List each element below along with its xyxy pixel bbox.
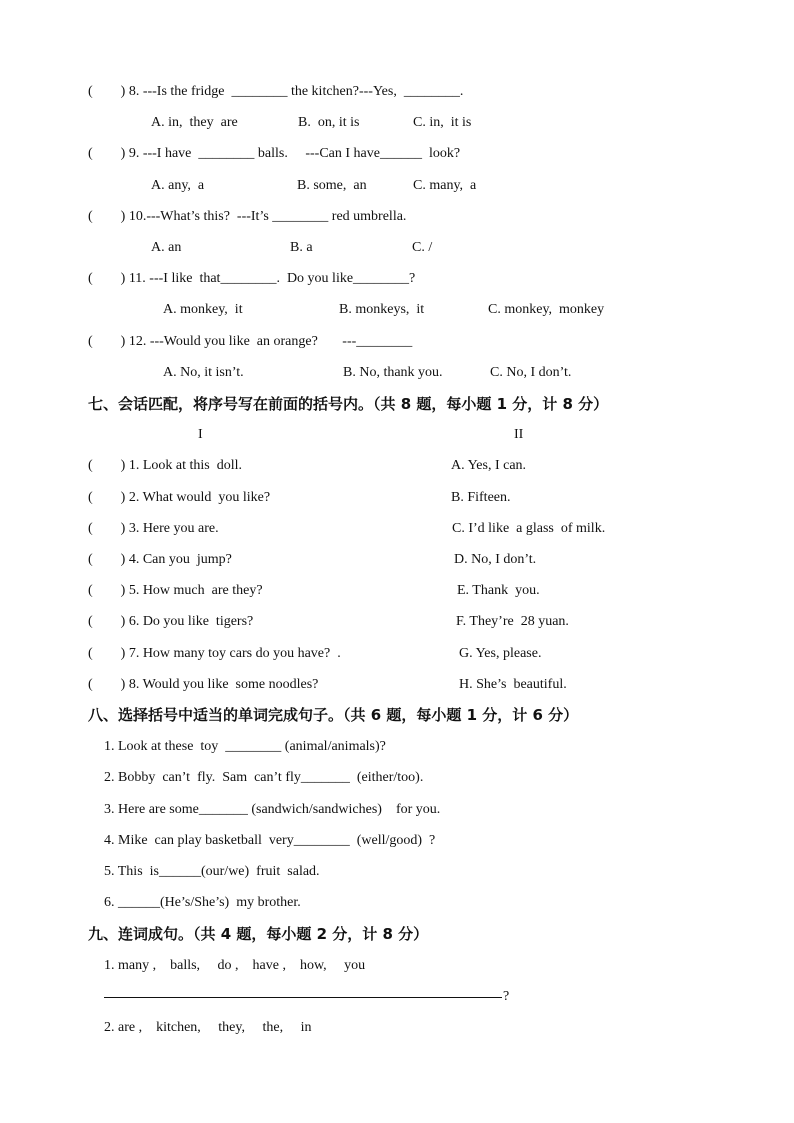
q11-option-b: B. monkeys, it <box>339 302 425 317</box>
match-left-6: ( ) 6. Do you like tigers? <box>88 614 254 629</box>
q9-option-b: B. some, an <box>297 178 367 193</box>
fill-item-4: 4. Mike can play basketball very________ (well/good) ? <box>104 833 436 848</box>
match-right-c: C. I’d like a glass of milk. <box>452 521 606 536</box>
q10-option-a: A. an <box>151 240 182 255</box>
match-left-2: ( ) 2. What would you like? <box>88 490 271 505</box>
q11-option-c: C. monkey, monkey <box>488 302 605 317</box>
match-right-e: E. Thank you. <box>457 583 540 598</box>
q9-option-c: C. many, a <box>413 178 477 193</box>
q12-option-a: A. No, it isn’t. <box>163 365 244 380</box>
match-right-f: F. They’re 28 yuan. <box>456 614 569 629</box>
q10-option-b: B. a <box>290 240 313 255</box>
fill-item-6: 6. ______(He’s/She’s) my brother. <box>104 895 301 910</box>
fill-item-3: 3. Here are some_______ (sandwich/sandwiches) for you. <box>104 802 441 817</box>
q9-option-a: A. any, a <box>151 178 205 193</box>
q8-option-c: C. in, it is <box>413 115 472 130</box>
fill-item-1: 1. Look at these toy ________ (animal/animals)? <box>104 739 386 754</box>
match-right-g: G. Yes, please. <box>459 646 542 661</box>
q11-option-a: A. monkey, it <box>163 302 243 317</box>
match-left-7: ( ) 7. How many toy cars do you have? . <box>88 646 341 661</box>
q10-option-c: C. / <box>412 240 433 255</box>
answer-line-1-end: ? <box>503 989 510 1004</box>
column-1-label: I <box>198 427 203 442</box>
question-12: ( ) 12. ---Would you like an orange? ---________ <box>88 334 413 349</box>
reorder-item-1: 1. many , balls, do , have , how, you <box>104 958 366 973</box>
match-right-d: D. No, I don’t. <box>454 552 537 567</box>
match-right-b: B. Fifteen. <box>451 490 511 505</box>
question-9: ( ) 9. ---I have ________ balls. ---Can I have______ look? <box>88 146 461 161</box>
q12-option-c: C. No, I don’t. <box>490 365 572 380</box>
question-8: ( ) 8. ---Is the fridge ________ the kitchen?---Yes, ________. <box>88 84 464 99</box>
q12-option-b: B. No, thank you. <box>343 365 443 380</box>
question-11: ( ) 11. ---I like that________. Do you like________? <box>88 271 416 286</box>
answer-line-1 <box>104 996 502 998</box>
question-10: ( ) 10.---What’s this? ---It’s ________ red umbrella. <box>88 209 407 224</box>
fill-item-5: 5. This is______(our/we) fruit salad. <box>104 864 320 879</box>
match-left-4: ( ) 4. Can you jump? <box>88 552 232 567</box>
q8-option-a: A. in, they are <box>151 115 238 130</box>
section-8-heading: 八、选择括号中适当的单词完成句子。（共 6 题，每小题 1 分，计 6 分） <box>88 706 579 724</box>
match-right-h: H. She’s beautiful. <box>459 677 567 692</box>
column-2-label: II <box>514 427 524 442</box>
match-right-a: A. Yes, I can. <box>451 458 527 473</box>
section-7-heading: 七、会话匹配，将序号写在前面的括号内。（共 8 题，每小题 1 分，计 8 分） <box>88 395 609 413</box>
reorder-item-2: 2. are , kitchen, they, the, in <box>104 1020 312 1035</box>
fill-item-2: 2. Bobby can’t fly. Sam can’t fly_______ (either/too). <box>104 770 424 785</box>
match-left-3: ( ) 3. Here you are. <box>88 521 219 536</box>
match-left-8: ( ) 8. Would you like some noodles? <box>88 677 319 692</box>
section-9-heading: 九、连词成句。（共 4 题，每小题 2 分，计 8 分） <box>88 925 429 943</box>
match-left-1: ( ) 1. Look at this doll. <box>88 458 242 473</box>
q8-option-b: B. on, it is <box>298 115 360 130</box>
match-left-5: ( ) 5. How much are they? <box>88 583 263 598</box>
